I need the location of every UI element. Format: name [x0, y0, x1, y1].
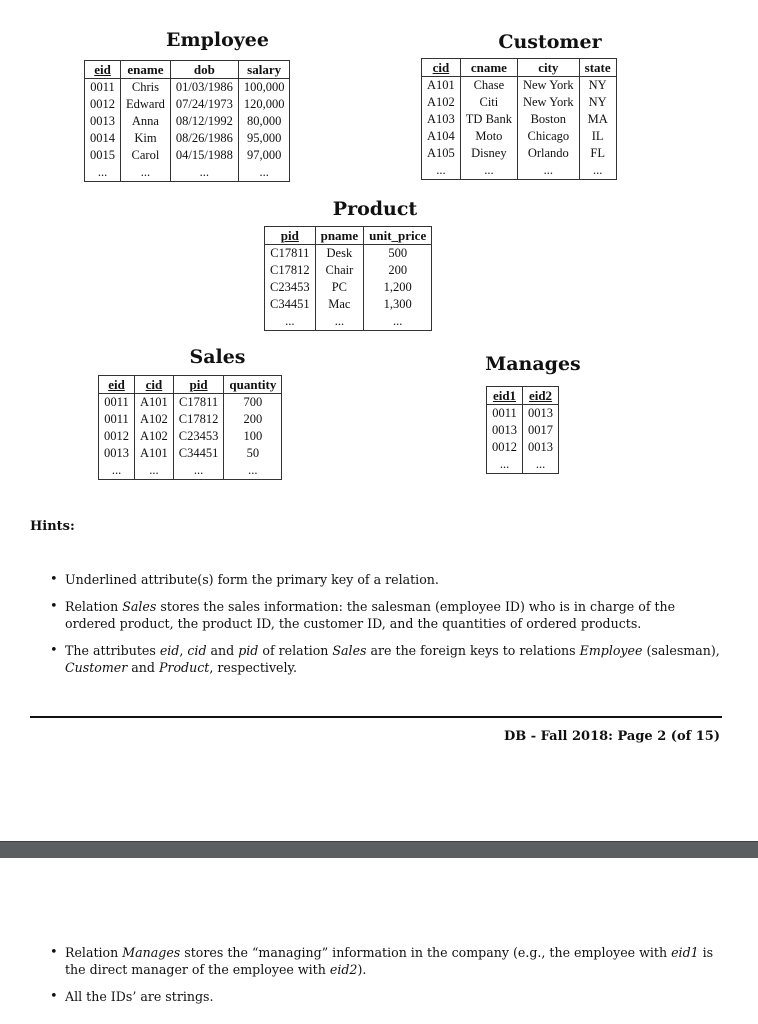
table-cell: 200	[364, 262, 432, 279]
table-row	[265, 279, 432, 296]
table-cell: Moto	[460, 128, 517, 145]
table-cell: C17812	[173, 411, 224, 428]
table-cell: NY	[579, 94, 616, 111]
table-cell: 100,000	[238, 79, 290, 97]
table-row	[99, 445, 282, 462]
column-header: state	[579, 59, 616, 77]
table-cell: PC	[315, 279, 364, 296]
table-cell: Chase	[460, 77, 517, 95]
table-cell: A101	[135, 394, 174, 412]
table-cell: A102	[427, 95, 455, 109]
table-cell: A102	[135, 411, 174, 428]
table-cell: Citi	[460, 94, 517, 111]
table-cell: 0013	[523, 405, 559, 423]
column-header: ename	[121, 61, 171, 79]
table-cell: ...	[364, 313, 432, 331]
column-header: cid	[422, 59, 461, 77]
manages-table	[486, 386, 559, 474]
table-cell: 97,000	[238, 147, 290, 164]
column-header: city	[517, 59, 579, 77]
table-cell: 95,000	[238, 130, 290, 147]
table-cell: IL	[579, 128, 616, 145]
table-cell: Anna	[121, 113, 171, 130]
table-cell: 07/24/1973	[170, 96, 238, 113]
table-cell: 0011	[90, 80, 115, 94]
column-header: eid	[85, 61, 121, 79]
table-row	[265, 313, 432, 331]
page2-hints-list	[48, 944, 724, 1015]
table-row	[85, 147, 290, 164]
table-cell: New York	[517, 77, 579, 95]
table-row	[487, 456, 559, 474]
column-header: dob	[170, 61, 238, 79]
table-cell: 01/03/1986	[170, 79, 238, 97]
table-cell: 0013	[523, 439, 559, 456]
customer-table	[421, 58, 617, 180]
table-cell: 200	[224, 411, 282, 428]
table-cell: 04/15/1988	[170, 147, 238, 164]
table-cell: 700	[224, 394, 282, 412]
table-cell: 08/12/1992	[170, 113, 238, 130]
hint-item: • All the IDs’ are strings.	[48, 988, 724, 1005]
table-cell: ...	[579, 162, 616, 180]
table-cell: 120,000	[238, 96, 290, 113]
table-cell: 0017	[523, 422, 559, 439]
exam-page-3-top	[0, 858, 758, 1024]
table-cell: C17812	[270, 263, 310, 277]
table-cell: 0015	[90, 148, 115, 162]
table-cell: ...	[121, 164, 171, 182]
table-cell: 0011	[104, 412, 129, 426]
hint-item: • Relation Manages stores the “managing” information in the company (e.g., the employee with eid1 is the direct manager of the employee with eid2).	[48, 944, 724, 978]
table-cell: C17811	[270, 246, 310, 260]
table-cell: Chicago	[517, 128, 579, 145]
manages-title: Manages	[485, 353, 581, 375]
table-cell: Boston	[517, 111, 579, 128]
table-cell: A103	[427, 112, 455, 126]
table-cell: New York	[517, 94, 579, 111]
product-title: Product	[332, 198, 418, 220]
table-cell: ...	[460, 162, 517, 180]
table-cell: C23453	[270, 280, 310, 294]
header-row	[487, 387, 559, 405]
table-cell: C23453	[173, 428, 224, 445]
hint-item: • The attributes eid, cid and pid of relation Sales are the foreign keys to relations Employee (salesman), Customer and Product, respectively.	[48, 642, 724, 676]
table-cell: Mac	[315, 296, 364, 313]
table-row	[422, 162, 617, 180]
table-row	[265, 245, 432, 263]
table-row	[422, 94, 617, 111]
column-header: cid	[135, 376, 174, 394]
table-row	[85, 164, 290, 182]
table-cell: 0012	[492, 440, 517, 454]
table-cell: 0012	[104, 429, 129, 443]
table-cell: 500	[364, 245, 432, 263]
table-cell: Disney	[460, 145, 517, 162]
table-row	[85, 130, 290, 147]
table-cell: ...	[135, 462, 174, 480]
table-cell: 100	[224, 428, 282, 445]
column-header: unit_price	[364, 227, 432, 245]
table-cell: C34451	[270, 297, 310, 311]
table-cell: NY	[579, 77, 616, 95]
table-row	[85, 113, 290, 130]
table-cell: Desk	[315, 245, 364, 263]
table-cell: 1,300	[364, 296, 432, 313]
table-cell: A104	[427, 129, 455, 143]
employee-table	[84, 60, 290, 182]
table-cell: ...	[111, 463, 122, 477]
table-row	[422, 145, 617, 162]
table-cell: ...	[517, 162, 579, 180]
table-cell: ...	[238, 164, 290, 182]
table-cell: ...	[436, 163, 446, 177]
table-row	[85, 79, 290, 97]
table-cell: MA	[579, 111, 616, 128]
header-row	[422, 59, 617, 77]
header-row	[265, 227, 432, 245]
table-row	[487, 422, 559, 439]
page-separator	[0, 841, 758, 859]
table-cell: 0013	[492, 423, 517, 437]
table-cell: A101	[427, 78, 455, 92]
table-cell: A101	[135, 445, 174, 462]
table-cell: Chris	[121, 79, 171, 97]
sales-title: Sales	[189, 346, 246, 368]
header-row	[85, 61, 290, 79]
table-cell: A102	[135, 428, 174, 445]
column-header: quantity	[224, 376, 282, 394]
column-header: pname	[315, 227, 364, 245]
table-cell: 1,200	[364, 279, 432, 296]
table-cell: Kim	[121, 130, 171, 147]
table-cell: 50	[224, 445, 282, 462]
table-cell: Chair	[315, 262, 364, 279]
table-row	[487, 405, 559, 423]
table-cell: A105	[427, 146, 455, 160]
table-cell: ...	[170, 164, 238, 182]
table-cell: ...	[224, 462, 282, 480]
table-cell: ...	[523, 456, 559, 474]
table-cell: ...	[97, 165, 108, 179]
table-row	[99, 411, 282, 428]
sales-table	[98, 375, 282, 480]
table-cell: ...	[285, 314, 295, 328]
table-row	[85, 96, 290, 113]
table-cell: 0014	[90, 131, 115, 145]
table-cell: 0011	[104, 395, 129, 409]
table-cell: TD Bank	[460, 111, 517, 128]
employee-title: Employee	[166, 29, 269, 51]
table-row	[265, 296, 432, 313]
table-row	[422, 111, 617, 128]
customer-title: Customer	[498, 31, 602, 53]
hint-item: • Relation Sales stores the sales information: the salesman (employee ID) who is in charge of the ordered product, the product ID, the customer ID, and the quantities of ordered products.	[48, 598, 724, 632]
header-row	[99, 376, 282, 394]
table-cell: 0013	[104, 446, 129, 460]
table-cell: C17811	[173, 394, 224, 412]
table-cell: Carol	[121, 147, 171, 164]
product-table	[264, 226, 432, 331]
table-cell: 80,000	[238, 113, 290, 130]
table-row	[265, 262, 432, 279]
hints-heading: Hints:	[30, 519, 75, 534]
table-row	[422, 128, 617, 145]
column-header: eid2	[523, 387, 559, 405]
table-cell: ...	[173, 462, 224, 480]
table-cell: 0011	[492, 406, 517, 420]
column-header: pid	[173, 376, 224, 394]
hint-item: • Underlined attribute(s) form the primary key of a relation.	[48, 571, 724, 588]
column-header: pid	[265, 227, 316, 245]
table-row	[487, 439, 559, 456]
column-header: cname	[460, 59, 517, 77]
table-cell: Edward	[121, 96, 171, 113]
table-cell: C34451	[173, 445, 224, 462]
table-cell: ...	[499, 457, 510, 471]
table-cell: ...	[315, 313, 364, 331]
column-header: eid1	[487, 387, 523, 405]
table-row	[99, 428, 282, 445]
table-row	[99, 462, 282, 480]
table-cell: 0012	[90, 97, 115, 111]
table-cell: 0013	[90, 114, 115, 128]
table-cell: FL	[579, 145, 616, 162]
column-header: eid	[99, 376, 135, 394]
table-row	[422, 77, 617, 95]
table-cell: 08/26/1986	[170, 130, 238, 147]
footer-rule	[30, 716, 722, 718]
hints-list	[48, 571, 724, 686]
table-cell: Orlando	[517, 145, 579, 162]
column-header: salary	[238, 61, 290, 79]
page-footer: DB - Fall 2018: Page 2 (of 15)	[503, 729, 720, 744]
table-row	[99, 394, 282, 412]
